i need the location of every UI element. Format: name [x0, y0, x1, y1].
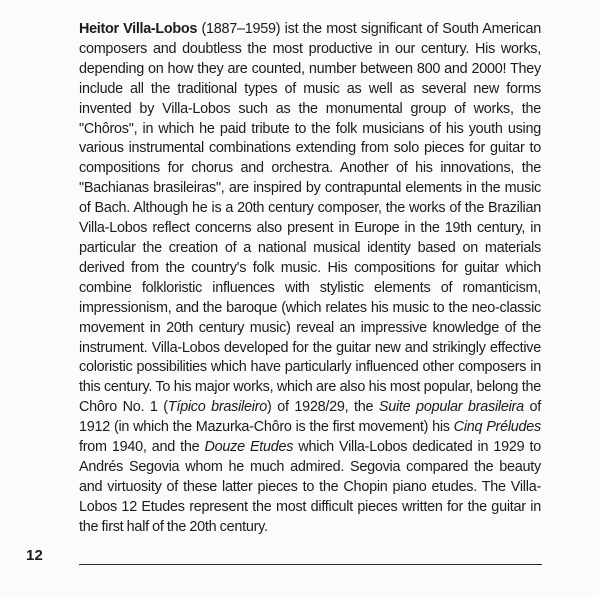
text-segment: ) of 1928/29, the	[267, 399, 379, 416]
italic-title: Suite popular brasileira	[378, 399, 524, 416]
body-text	[79, 20, 541, 538]
text-segment: which Villa-Lobos dedicated in 1929 to Andrés Segovia whom he much admired. Segovia compared the beauty and virtuosity of these latter pieces to the Chopin piano etudes. The Villa-Lobos 12 Etudes represent the most difficult pieces written for the guitar in the first half of the 20th century.	[79, 439, 541, 535]
text-segment: of 1912 (in which the Mazurka-Chôro is the first movement) his	[79, 399, 541, 436]
text-segment: from 1940, and the	[79, 439, 205, 456]
text-segment: (1887–1959) ist the most significant of South American composers and doubtless the most productive in our century. His works, depending on how they are counted, number between 800 and 2000! They include all the traditional types of music as well as several new forms invented by Villa-Lobos such as the monumental group of works, the "Chôros", in which he paid tribute to the folk musicians of his youth using various instrumental combinations extending from solo pieces for guitar to compositions for chorus and orchestra. Another of his innovations, the "Bachianas brasileiras", are inspired by contrapuntal elements in the music of Bach. Although he is a 20th century composer, the works of the Brazilian Villa-Lobos reflect concerns also present in Europe in the 19th century, in particular the creation of a national musical identity based on materials derived from the country's folk music. His compositions for guitar which combine folkloristic influences with stylistic elements of romanticism, impressionism, and the baroque (which relates his music to the neo-classic movement in 20th century music) reveal an impressive knowledge of the instrument. Villa-Lobos developed for the guitar new and strikingly effective coloristic possibilities which have particularly influenced other composers in this century. To his major works, which are also his most popular, belong the Chôro No. 1 (	[79, 21, 541, 416]
italic-title: Cinq Préludes	[453, 419, 541, 436]
paragraph	[79, 20, 541, 538]
page-number: 12	[26, 547, 44, 564]
italic-title: Douze Etudes	[204, 439, 294, 456]
italic-title: Típico brasileiro	[167, 399, 268, 416]
footer-rule	[79, 564, 542, 565]
composer-name: Heitor Villa-Lobos	[79, 21, 198, 37]
